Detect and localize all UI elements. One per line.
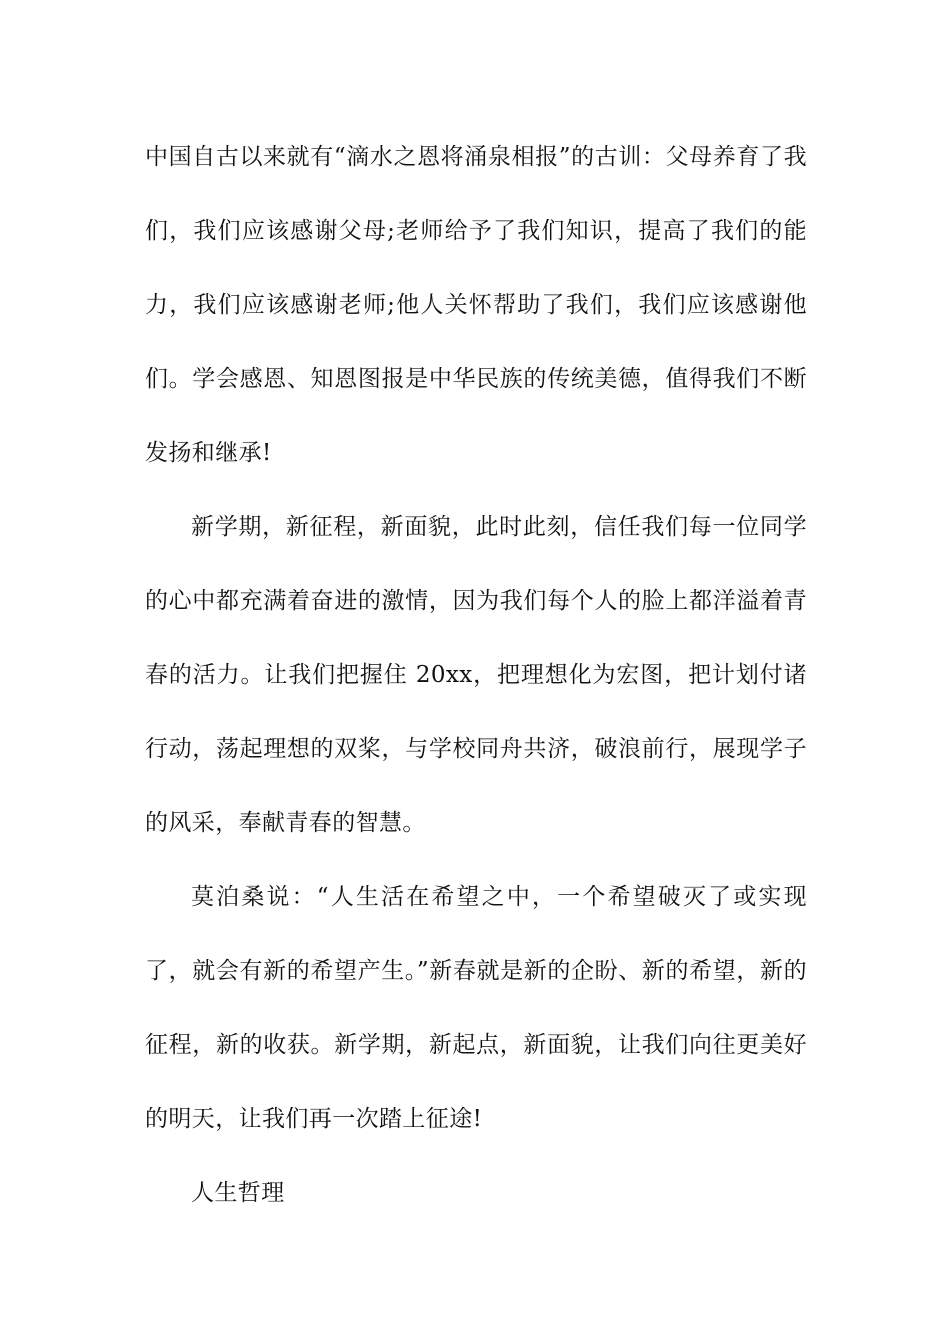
paragraph-new-semester: 新学期，新征程，新面貌，此时此刻，信任我们每一位同学的心中都充满着奋进的激情，因为我们每个人的脸上都洋溢着青春的活力。让我们把握住 20xx，把理想化为宏图，把计划付诸行动，荡起理想的双桨，与学校同舟共济，破浪前行，展现学子的风采，奉献青春的智慧。 xyxy=(145,514,807,836)
document-body xyxy=(145,120,807,1230)
paragraph-gratitude: 中国自古以来就有“滴水之恩将涌泉相报”的古训：父母养育了我们，我们应该感谢父母;老师给予了我们知识，提高了我们的能力，我们应该感谢老师;他人关怀帮助了我们，我们应该感谢他们。学会感恩、知恩图报是中华民族的传统美德，值得我们不断发扬和继承! xyxy=(145,144,807,466)
section-heading-life-philosophy: 人生哲理 xyxy=(191,1180,285,1206)
paragraph-maupassant-quote: 莫泊桑说：“人生活在希望之中，一个希望破灭了或实现了，就会有新的希望产生。”新春就是新的企盼、新的希望，新的征程，新的收获。新学期，新起点，新面貌，让我们向往更美好的明天，让我们再一次踏上征途! xyxy=(145,884,807,1132)
